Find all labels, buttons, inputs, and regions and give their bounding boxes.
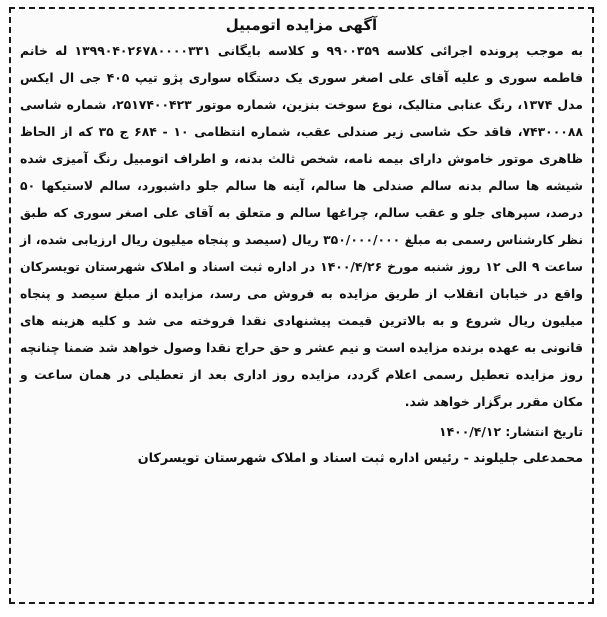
auction-notice	[9, 7, 594, 604]
notice-title: آگهی مزایده اتومبیل	[225, 16, 378, 34]
signature-line: محمدعلی جلیلوند - رئیس اداره ثبت اسناد و املاک شهرستان تویسرکان	[137, 451, 583, 466]
notice-body: به موجب پرونده اجرائی کلاسه ۹۹۰۰۳۵۹ و کلاسه بایگانی ۱۳۹۹۰۴۰۲۶۷۸۰۰۰۰۳۳۱ له خانم فاطمه سوری و علیه آقای علی اصغر سوری یک دستگاه سواری پژو تیپ ۴۰۵ جی ال ایکس مدل ۱۳۷۴، رنگ عنابی متالیک، نوع سوخت بنزین، شماره موتور ۲۵۱۷۴۰۰۴۲۳، شماره شاسی ۷۴۳۰۰۰۸۸، فاقد حک شاسی زیر صندلی عقب، شماره انتظامی ۱۰ - ۶۸۴ ج ۳۵ که از الحاظ ظاهری موتور خاموش دارای بیمه نامه، شخص ثالث بدنه، و اطراف اتومبیل رنگ آمیزی شده شیشه ها سالم بدنه سالم صندلی ها سالم، آینه ها سالم جلو داشبورد، سالم لاستیکها ۵۰ درصد، سپرهای جلو و عقب سالم، چراغها سالم و متعلق به آقای علی اصغر سوری که طبق نظر کارشناس رسمی به مبلغ ۳۵۰/۰۰۰/۰۰۰ ریال (سیصد و پنجاه میلیون ریال ارزیابی شده، از ساعت ۹ الی ۱۲ روز شنبه مورخ ۱۴۰۰/۴/۲۶ در اداره ثبت اسناد و املاک شهرستان تویسرکان واقع در خیابان انقلاب از طریق مزایده به فروش می رسد، مزایده از مبلغ سیصد و پنجاه میلیون ریال شروع و به بالاترین قیمت پیشنهادی نقدا فروخته می شد و کلیه هزینه های قانونی به عهده برنده مزایده است و نیم عشر و حق حراج نقدا وصول خواهد شد ضمنا چنانچه روز مزایده تعطیل رسمی اعلام گردد، مزایده روز اداری بعد از تعطیلی در همان ساعت و مکان مقرر برگزار خواهد شد.	[20, 43, 584, 409]
publish-date: تاریخ انتشار: ۱۴۰۰/۴/۱۲	[439, 424, 583, 439]
